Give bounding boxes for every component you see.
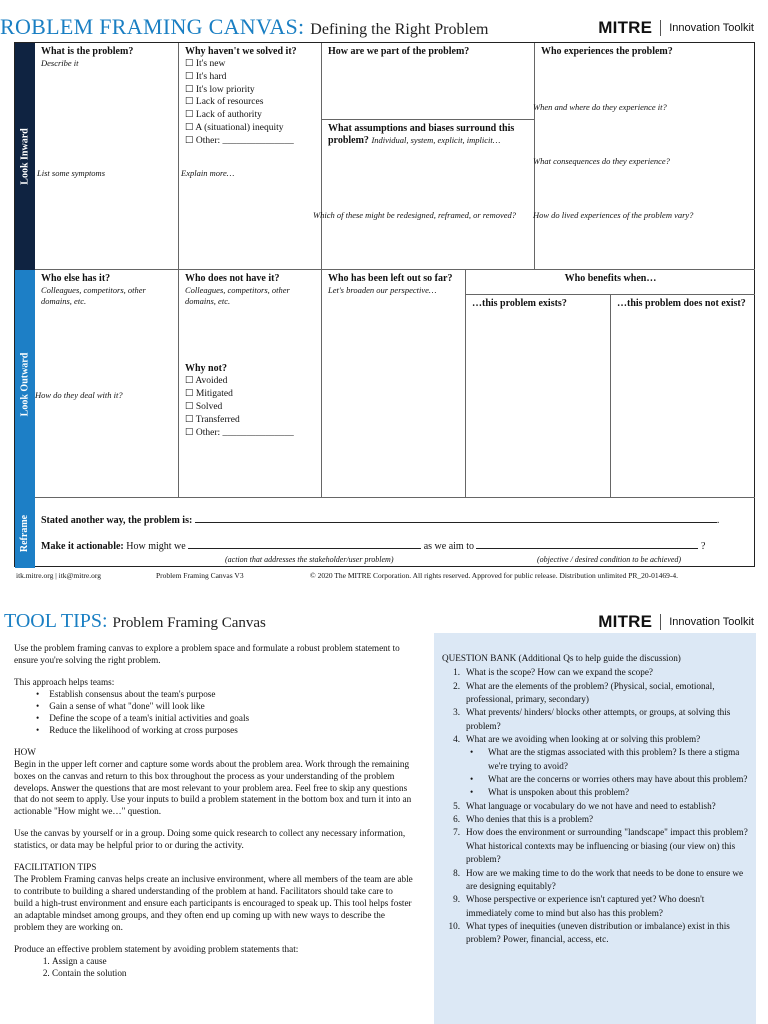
mitre-logo: MITRE [598, 612, 653, 631]
cell-why-not-solved[interactable]: Why haven't we solved it? ☐ It's new ☐ It's hard ☐ It's low priority ☐ Lack of resources ☐ Lack of authority ☐ A (situational) inequity ☐ Other: _______________ Explain more… [179, 43, 322, 270]
brand-logo-2 [598, 612, 754, 632]
list-item: 3. What prevents/ hinders/ blocks other attempts, or groups, at solving this problem? [453, 707, 731, 731]
band-look-outward: Look Outward [15, 270, 35, 498]
footer-copyright: © 2020 The MITRE Corporation. All rights reserved. Approved for public release. Distribution unlimited PR_20-01469-4. [310, 571, 679, 580]
mitre-logo: MITRE [598, 18, 653, 37]
tool-tips-text: Use the problem framing canvas to explore a problem space and formulate a robust problem statement to ensure you're solving the right problem. This approach helps teams: • Establish consensus about the team's purpose • Gain a sense of what "done" will look like • Define the scope of a team's initial activities and goals • Reduce the likelihood of working at cross purposes HOW Begin in the upper left corner and capture some words about the problem area. Work through the remaining boxes on the canvas and return to this box throughout the process as your understanding of the problem develops. Answer the questions that are most relevant to your problem area. Feel free to skip any questions that do not seem to apply. Use your inputs to build a problem statement in the bottom box and turn it into an actionable "How might we…" question. Use the canvas by yourself or in a group. Doing some quick research to collect any necessary information, statistics, or data may be helpful prior to or during the activity. FACILITATION TIPS The Problem Framing canvas helps create an inclusive environment, where all members of the team are able to contribute to building a shared understanding of the problem at hand. Facilitators should take care to build a high-trust environment and ensure each participants is encouraged to speak up. This tool helps foster an adaptable mindset among groups, and they often end up coming up with new ways to describe the problem they are working on. Produce an effective problem statement by avoiding problem statements that: 1. Assign a cause 2. Contain the solution [14, 643, 414, 980]
footer-contact[interactable]: itk.mitre.org | itk@mitre.org [16, 571, 101, 580]
facilitation-heading: FACILITATION TIPS [14, 862, 97, 873]
list-item: 7. How does the environment or surrounding "landscape" impact this problem? What historical contexts may be influencing or biasing (our view on) this problem? [453, 827, 748, 865]
list-item: • Gain a sense of what "done" will look like [36, 701, 414, 713]
cell-who-benefits-header: Who benefits when… [466, 270, 755, 295]
cell-how-part-of-problem[interactable]: How are we part of the problem? [322, 43, 535, 120]
list-item: 4. What are we avoiding when looking at or solving this problem? [453, 734, 701, 745]
sub-list-item: • What are the stigmas associated with this problem? Is there a stigma we're trying to avoid? [470, 747, 740, 771]
stated-input-line[interactable] [195, 513, 717, 523]
make-actionable[interactable]: Make it actionable: How might we as we aim to ? [41, 541, 706, 552]
action-input-line[interactable] [188, 539, 421, 549]
divider [660, 614, 661, 630]
cell-benefits-not-exists[interactable]: …this problem does not exist? [611, 295, 755, 498]
subtitle-text: Defining the Right Problem [310, 21, 489, 38]
question-bank [434, 633, 756, 1024]
list-item: • Define the scope of a team's initial activities and goals [36, 713, 414, 725]
footer-version: Problem Framing Canvas V3 [156, 571, 244, 580]
divider [660, 20, 661, 36]
objective-caption: (objective / desired condition to be achieved) [537, 555, 682, 564]
list-item: 1. What is the scope? How can we expand the scope? [453, 667, 653, 678]
cell-who-left-out[interactable]: Who has been left out so far? Let's broaden our perspective… [322, 270, 466, 498]
cell-benefits-exists[interactable]: …this problem exists? [466, 295, 611, 498]
avoid-list [52, 956, 414, 980]
canvas-title [0, 14, 489, 40]
list-item: 10. What types of inequities (uneven distribution or imbalance) exist in this problem? Power, financial, access, etc. [448, 920, 730, 945]
cell-who-experiences[interactable]: Who experiences the problem? When and where do they experience it? What consequences do they experience? How do lived experiences of the problem vary? [535, 43, 755, 270]
checkbox-list[interactable]: ☐ Avoided ☐ Mitigated ☐ Solved ☐ Transferred ☐ Other: _______________ [185, 376, 294, 438]
stated-another-way[interactable]: Stated another way, the problem is: . [41, 515, 720, 526]
cell-assumptions-biases[interactable]: What assumptions and biases surround this problem? Individual, system, explicit, implicit… Which of these might be redesigned, reframed, or removed? [322, 120, 535, 270]
sub-list-item: • What are the concerns or worries others may have about this problem? [470, 774, 748, 785]
cell-who-does-not-have-it[interactable]: Who does not have it? Colleagues, competitors, other domains, etc. Why not? ☐ Avoided ☐ Mitigated ☐ Solved ☐ Transferred ☐ Other: _______________ [179, 270, 322, 498]
list-item: 8. How are we making time to do the work that needs to be done to ensure we are designing equitably? [453, 867, 744, 891]
list-item: 2. What are the elements of the problem? (Physical, social, emotional, professional, primary, secondary) [453, 680, 715, 705]
toolkit-label: Innovation Toolkit [669, 22, 754, 34]
list-item: • Reduce the likelihood of working at cross purposes [36, 725, 414, 737]
title-text: ROBLEM FRAMING CANVAS: [0, 14, 305, 39]
sub-list-item: • What is unspoken about this problem? [470, 787, 630, 798]
problem-framing-canvas [14, 42, 755, 567]
helps-list [36, 689, 414, 737]
list-item: 2. Contain the solution [52, 968, 414, 980]
band-look-inward: Look Inward [15, 43, 35, 270]
checkbox-list[interactable]: ☐ It's new ☐ It's hard ☐ It's low priority ☐ Lack of resources ☐ Lack of authority ☐ A (situational) inequity ☐ Other: _______________ [185, 59, 294, 146]
list-item: 1. Assign a cause [52, 956, 414, 968]
list-item: 9. Whose perspective or experience isn't captured yet? Who doesn't immediately come to mind but also has this problem? [453, 894, 705, 918]
cell-who-else-has-it[interactable]: Who else has it? Colleagues, competitors, other domains, etc. How do they deal with it? [35, 270, 179, 498]
list-item: 5. What language or vocabulary do we not have and need to establish? [453, 800, 716, 811]
band-reframe: Reframe [15, 498, 35, 568]
brand-logo [598, 18, 754, 38]
how-heading: HOW [14, 746, 36, 757]
tool-tips-title: TOOL TIPS: Problem Framing Canvas [4, 610, 266, 632]
toolkit-label: Innovation Toolkit [669, 616, 754, 628]
action-caption: (action that addresses the stakeholder/user problem) [225, 555, 394, 564]
objective-input-line[interactable] [476, 539, 698, 549]
cell-what-is-problem[interactable]: What is the problem? Describe it List some symptoms [35, 43, 179, 270]
list-item: 6. Who denies that this is a problem? [453, 814, 594, 825]
list-item: • Establish consensus about the team's purpose [36, 689, 414, 701]
question-bank-heading: QUESTION BANK (Additional Qs to help guide the discussion) [442, 653, 681, 663]
